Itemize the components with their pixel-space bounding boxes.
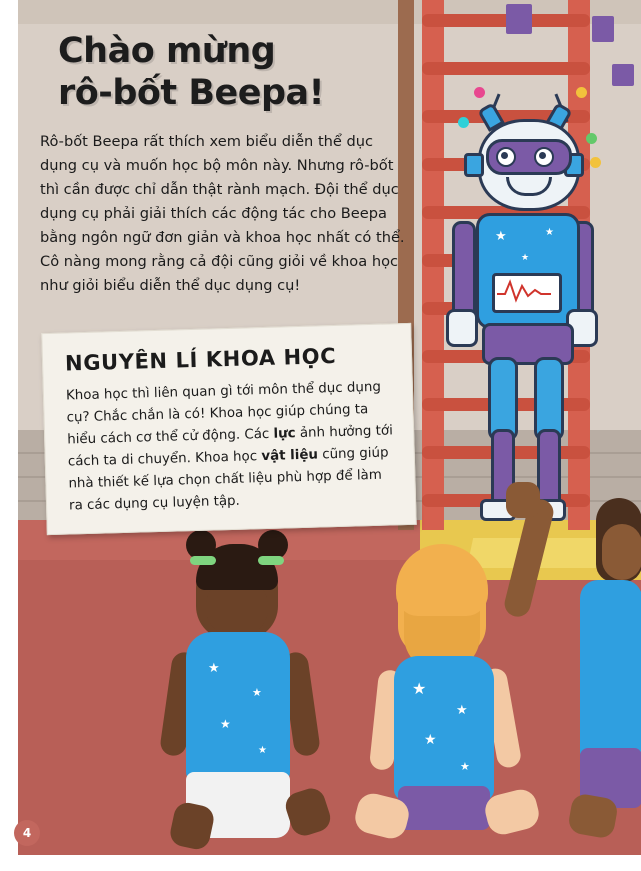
- page-title: [58, 30, 408, 114]
- note-bold-luc: lực: [273, 426, 296, 442]
- robot-pupil-right: [539, 152, 546, 159]
- robot-ear-left: [464, 153, 484, 177]
- robot-chest-screen: [492, 273, 562, 313]
- robot-hand-left: [446, 309, 478, 347]
- page-bottom-margin: [0, 855, 641, 871]
- gym-floor-foreground: [18, 560, 641, 871]
- robot-antenna-ball-pink: [474, 87, 485, 98]
- heartbeat-icon: [495, 276, 553, 304]
- page-title-line2: rô-bốt Beepa!: [58, 73, 325, 113]
- note-text-1: Khoa học thì liên quan gì tới môn thể dục dụng cụ? Chắc chắn là có! Khoa học giúp chúng ta hiểu cách cơ thể cử động. Các: [65, 379, 382, 448]
- science-note-body: [66, 376, 396, 517]
- page-number: 4: [14, 820, 40, 846]
- science-note-card: [41, 323, 416, 535]
- robot-dot-cyan: [458, 117, 469, 128]
- page-title-line1: Chào mừng: [58, 31, 276, 71]
- wall-bar-bracket-2: [592, 16, 614, 42]
- page-left-margin: [0, 0, 18, 871]
- kid-center-leotard: ★ ★ ★ ★: [394, 656, 494, 800]
- robot-antenna-ball-yellow: [576, 87, 587, 98]
- intro-paragraph: Rô-bốt Beepa rất thích xem biểu diễn thể dục dụng cụ và muốn học bộ môn này. Nhưng rô-bốt thì cần được chỉ dẫn thật rành mạch. Đội thể dục dụng cụ phải giải thích các động tác cho Beepa bằng ngôn ngữ đơn giản và khoa học nhất có thể. Cô nàng mong rằng cả đội cũng giỏi về khoa học như giỏi biểu diễn thể dục dụng cụ!: [40, 133, 405, 294]
- robot-pupil-left: [501, 152, 508, 159]
- note-text-3: cũng giúp nhà thiết kế lựa chọn chất liệu phù hợp để làm ra các dụng cụ luyện tập.: [68, 445, 389, 514]
- note-bold-vatlieu: vật liệu: [261, 447, 319, 465]
- kid-right-hand: [506, 482, 540, 518]
- note-text-2: ảnh hưởng tới cách ta di chuyển. Khoa học: [67, 423, 394, 470]
- robot-beepa: [430, 95, 610, 535]
- robot-dot-yellow: [590, 157, 601, 168]
- robot-arm-left: [452, 221, 476, 319]
- robot-dot-green: [586, 133, 597, 144]
- robot-torso: ★ ★ ★: [476, 213, 580, 329]
- robot-shin-right: [537, 429, 561, 509]
- wall-bar-bracket-3: [612, 64, 634, 86]
- science-note-heading: NGUYÊN LÍ KHOA HỌC: [64, 343, 337, 376]
- wall-bar-bracket-1: [506, 4, 532, 34]
- kid-left-leotard: ★ ★ ★ ★: [186, 632, 290, 782]
